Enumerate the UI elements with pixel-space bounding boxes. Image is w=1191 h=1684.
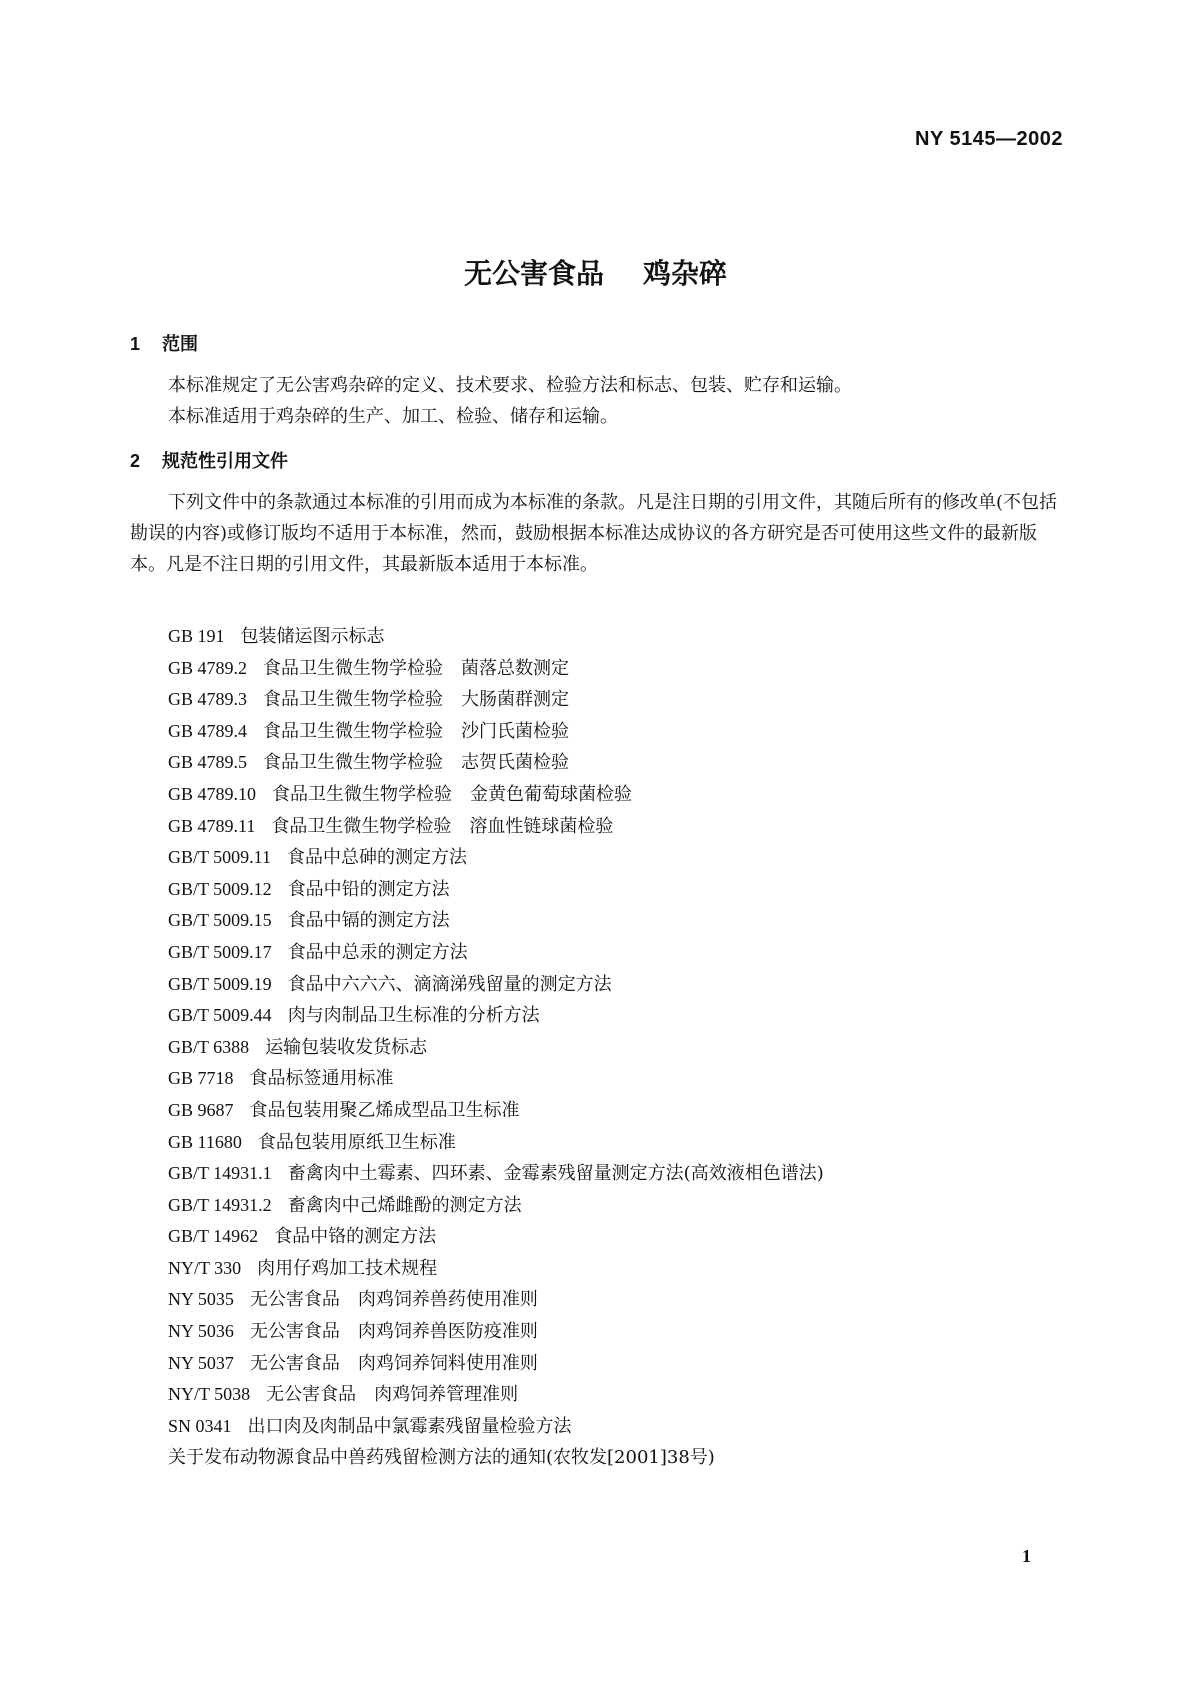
reference-title: 食品卫生微生物学检验 溶血性链球菌检验: [271, 815, 614, 837]
section-number: 1: [130, 334, 141, 354]
reference-item: [168, 1221, 824, 1253]
reference-item: [168, 1032, 824, 1064]
reference-code: GB/T 14931.2: [168, 1194, 272, 1215]
section-title: 规范性引用文件: [162, 451, 288, 472]
reference-title: 无公害食品 肉鸡饲养兽医防疫准则: [249, 1321, 538, 1343]
section-title: 范围: [162, 334, 198, 355]
reference-item: [168, 1127, 824, 1159]
reference-title: 无公害食品 肉鸡饲养兽药使用准则: [249, 1289, 538, 1311]
reference-item: [168, 1411, 824, 1443]
reference-item: [168, 1158, 824, 1190]
reference-code: GB/T 5009.44: [168, 1005, 272, 1026]
reference-item: [168, 1379, 824, 1411]
reference-title: 关于发布动物源食品中兽药残留检测方法的通知(农牧发[2001]38号): [168, 1447, 715, 1469]
reference-code: GB 4789.3: [168, 689, 248, 710]
reference-title: 食品中镉的测定方法: [287, 910, 450, 932]
reference-title: 无公害食品 肉鸡饲养饲料使用准则: [249, 1352, 538, 1374]
title-part-2: 鸡杂碎: [643, 257, 728, 290]
reference-title: 畜禽肉中土霉素、四环素、金霉素残留量测定方法(高效液相色谱法): [287, 1163, 824, 1185]
standard-code: NY 5145—2002: [915, 128, 1063, 150]
reference-code: GB/T 5009.17: [168, 941, 272, 962]
reference-item: [168, 811, 824, 843]
reference-title: 包装储运图示标志: [240, 626, 385, 647]
reference-title: 食品标签通用标准: [249, 1068, 394, 1090]
title-part-1: 无公害食品: [463, 257, 604, 290]
reference-item: [168, 969, 824, 1001]
reference-code: GB 9687: [168, 1099, 234, 1120]
reference-list: [168, 621, 824, 1474]
reference-item: [168, 1316, 824, 1348]
reference-code: GB 4789.2: [168, 657, 248, 678]
section-heading-normative-references: [130, 447, 288, 473]
reference-code: GB/T 5009.19: [168, 973, 272, 994]
reference-title: 食品卫生微生物学检验 金黄色葡萄球菌检验: [272, 783, 633, 805]
reference-title: 食品中铅的测定方法: [287, 878, 450, 900]
reference-title: 食品中总汞的测定方法: [287, 941, 468, 963]
reference-item: [168, 1284, 824, 1316]
reference-title: 出口肉及肉制品中氯霉素残留量检验方法: [247, 1415, 572, 1437]
reference-title: 无公害食品 肉鸡饲养管理准则: [266, 1384, 519, 1406]
reference-code: GB 4789.4: [168, 720, 248, 741]
reference-item: [168, 779, 824, 811]
page-number: 1: [1022, 1546, 1031, 1566]
reference-title: 食品中六六六、滴滴涕残留量的测定方法: [287, 973, 612, 995]
reference-code: GB 4789.10: [168, 783, 257, 804]
reference-code: NY 5035: [168, 1289, 234, 1310]
reference-item-notice: [168, 1442, 824, 1474]
reference-code: GB 191: [168, 626, 225, 646]
reference-code: GB/T 5009.15: [168, 910, 272, 931]
reference-item: [168, 684, 824, 716]
reference-title: 肉与肉制品卫生标准的分析方法: [287, 1005, 540, 1027]
reference-title: 运输包装收发货标志: [265, 1036, 428, 1058]
reference-item: [168, 716, 824, 748]
reference-title: 食品卫生微生物学检验 菌落总数测定: [263, 657, 570, 679]
reference-item: [168, 1000, 824, 1032]
reference-code: GB/T 6388: [168, 1036, 250, 1057]
reference-title: 食品包装用原纸卫生标准: [257, 1131, 456, 1153]
reference-code: GB/T 14962: [168, 1226, 259, 1247]
reference-item: [168, 1348, 824, 1380]
reference-code: GB 11680: [168, 1131, 242, 1152]
reference-item: [168, 842, 824, 874]
reference-item: [168, 937, 824, 969]
reference-item: [168, 621, 824, 653]
reference-item: [168, 1190, 824, 1222]
section-heading-scope: [130, 330, 198, 356]
references-intro-paragraph: 下列文件中的条款通过本标准的引用而成为本标准的条款。凡是注日期的引用文件，其随后所有的修改单(不包括勘误的内容)或修订版均不适用于本标准，然而，鼓励根据本标准达成协议的各方研究是否可使用这些文件的最新版本。凡是不注日期的引用文件，其最新版本适用于本标准。: [130, 492, 1058, 575]
reference-item: [168, 905, 824, 937]
reference-code: SN 0341: [168, 1415, 232, 1436]
reference-title: 肉用仔鸡加工技术规程: [257, 1257, 438, 1279]
reference-item: [168, 1095, 824, 1127]
reference-title: 食品卫生微生物学检验 大肠菌群测定: [263, 689, 570, 711]
reference-code: GB 4789.5: [168, 752, 248, 773]
scope-paragraph-1: 本标准规定了无公害鸡杂碎的定义、技术要求、检验方法和标志、包装、贮存和运输。: [168, 375, 852, 396]
reference-item: [168, 1253, 824, 1285]
reference-title: 畜禽肉中己烯雌酚的测定方法: [287, 1194, 522, 1216]
reference-code: GB/T 5009.11: [168, 847, 272, 868]
reference-code: GB/T 14931.1: [168, 1163, 272, 1184]
reference-code: GB 7718: [168, 1068, 234, 1089]
reference-code: NY 5037: [168, 1352, 234, 1373]
reference-code: NY/T 330: [168, 1257, 242, 1278]
reference-item: [168, 1063, 824, 1095]
reference-title: 食品中铬的测定方法: [274, 1226, 437, 1248]
section-number: 2: [130, 451, 141, 471]
reference-item: [168, 747, 824, 779]
reference-code: GB/T 5009.12: [168, 878, 272, 899]
reference-item: [168, 874, 824, 906]
reference-title: 食品包装用聚乙烯成型品卫生标准: [249, 1099, 520, 1121]
reference-title: 食品卫生微生物学检验 志贺氏菌检验: [263, 752, 570, 774]
reference-item: [168, 653, 824, 685]
reference-code: GB 4789.11: [168, 815, 256, 836]
reference-title: 食品卫生微生物学检验 沙门氏菌检验: [263, 720, 570, 742]
scope-paragraph-2: 本标准适用于鸡杂碎的生产、加工、检验、储存和运输。: [168, 406, 618, 427]
reference-title: 食品中总砷的测定方法: [287, 847, 468, 869]
reference-code: NY/T 5038: [168, 1384, 251, 1405]
reference-code: NY 5036: [168, 1321, 234, 1342]
document-title: [0, 252, 1191, 292]
